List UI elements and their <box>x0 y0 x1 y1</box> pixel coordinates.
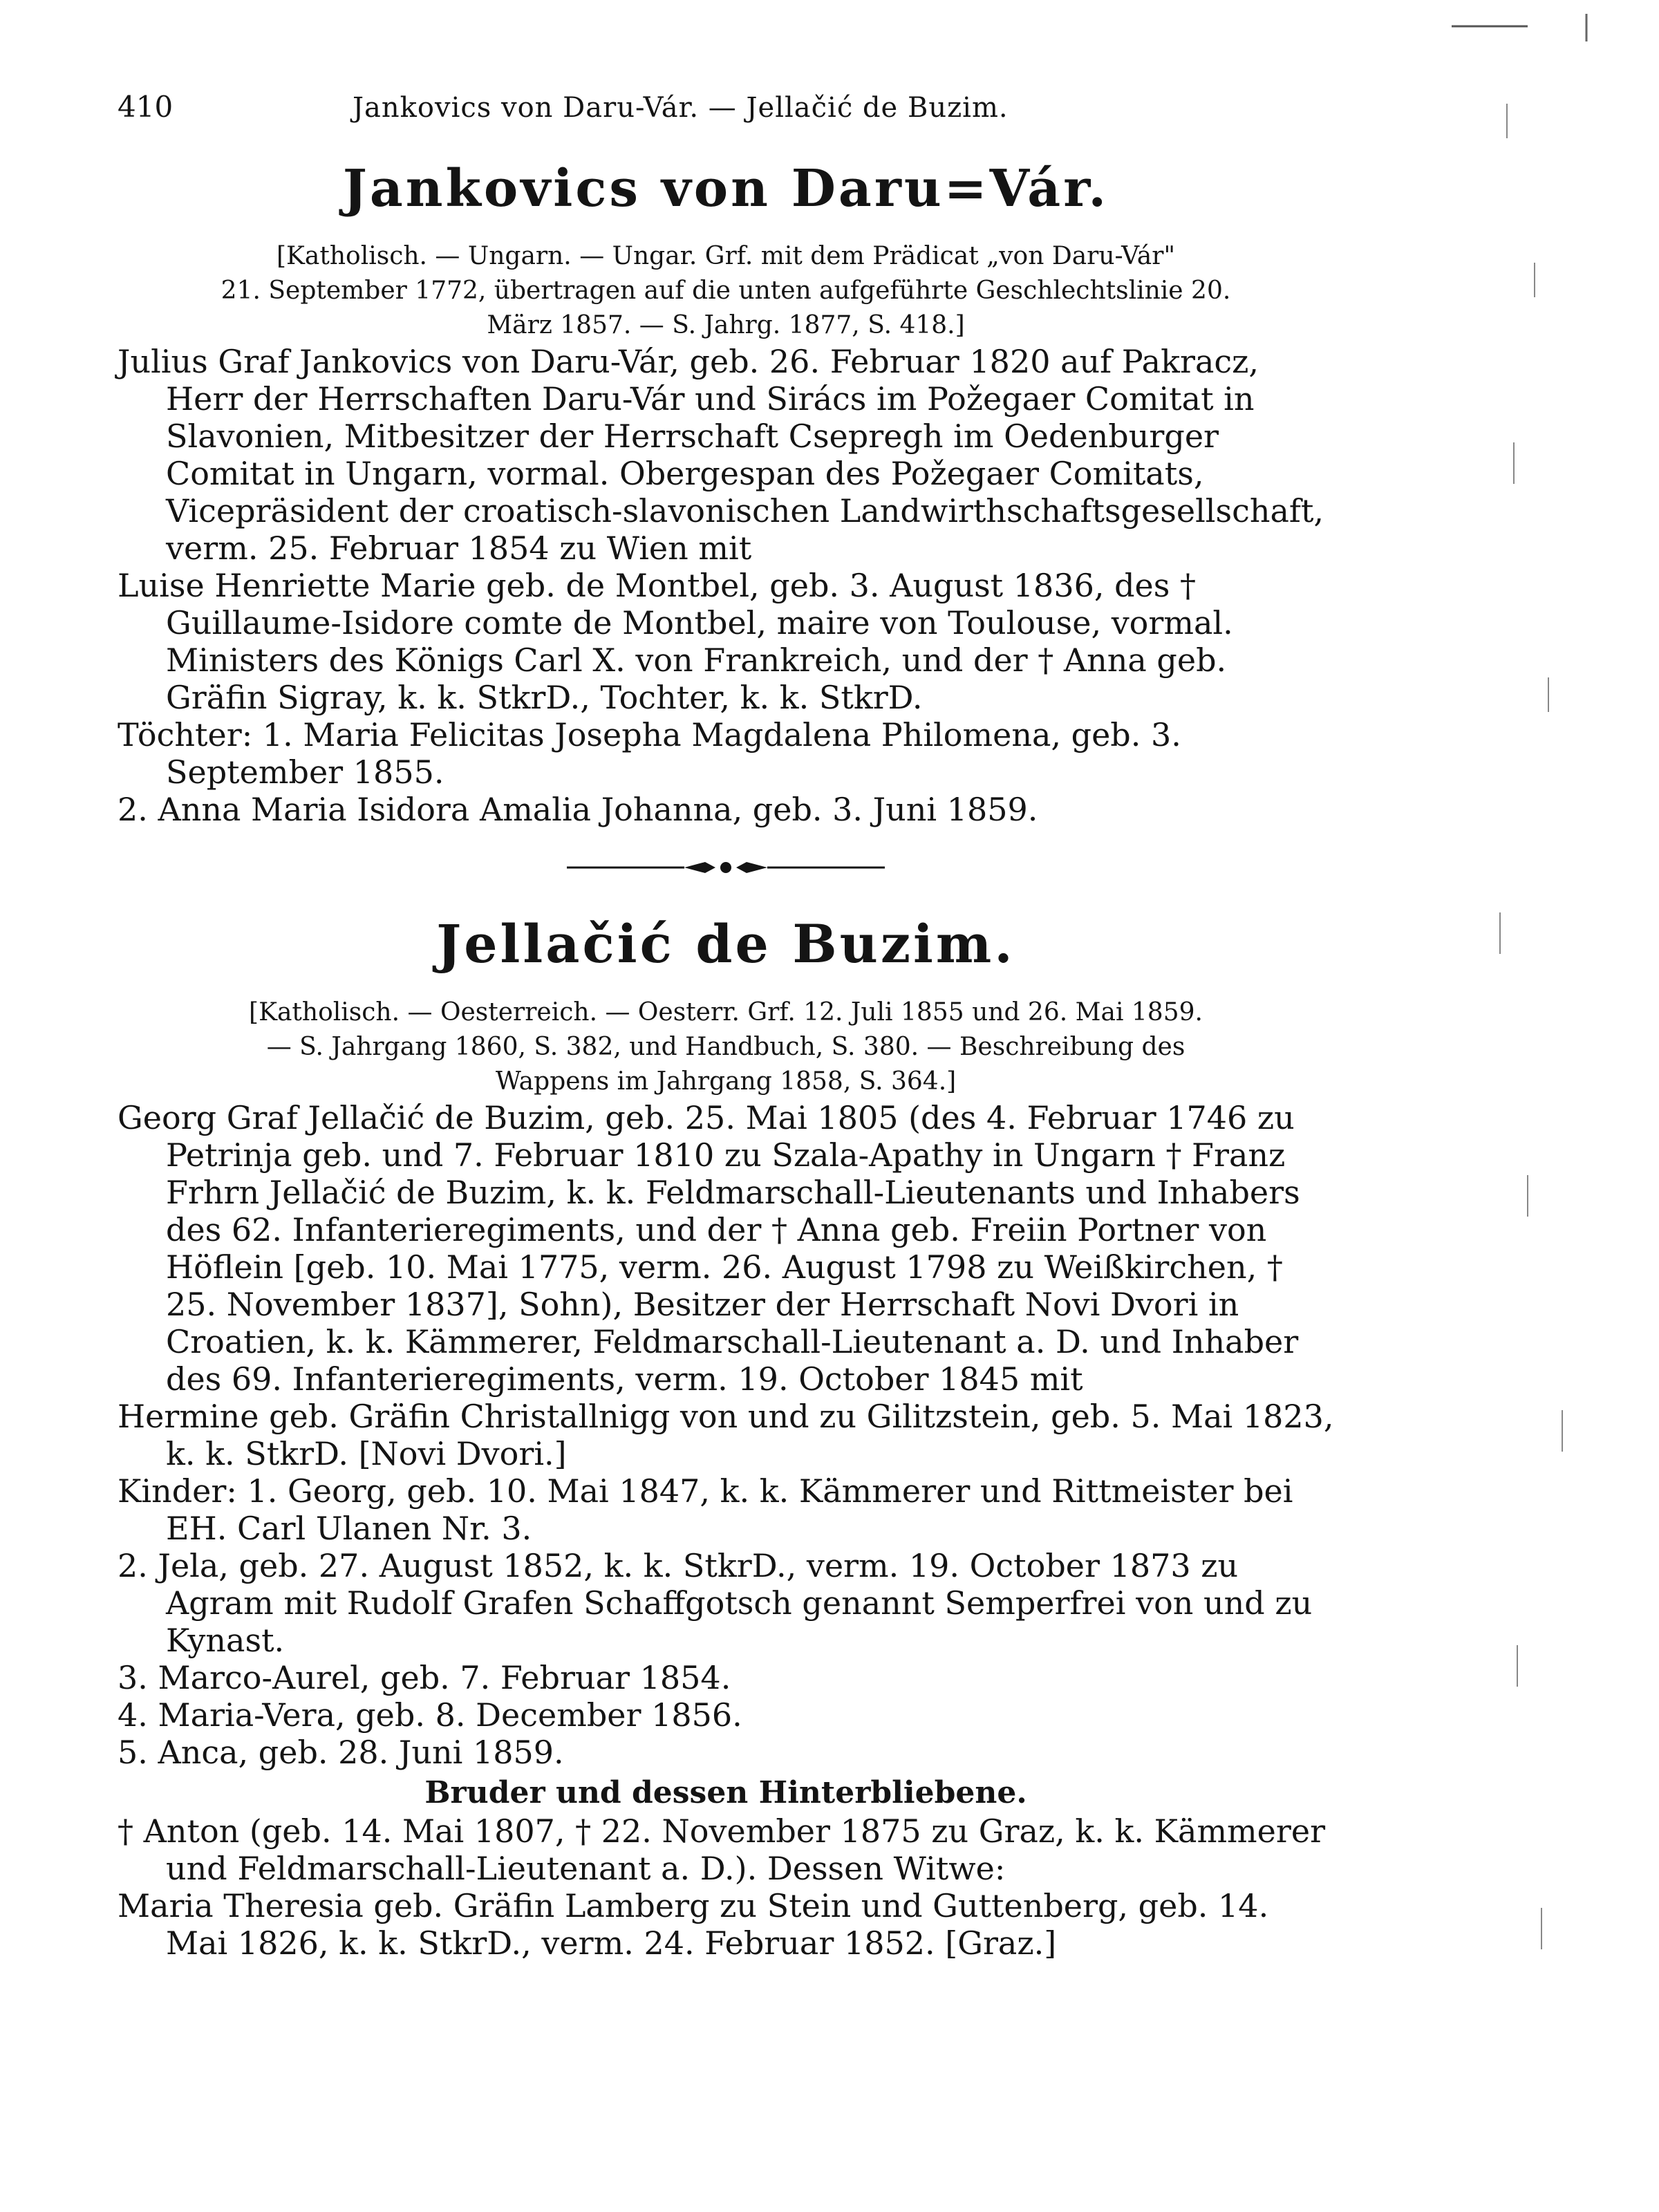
meta-line: — S. Jahrgang 1860, S. 382, und Handbuch, S. 380. — Beschreibung des <box>266 1033 1185 1061</box>
section-jankovics <box>118 159 1334 828</box>
entry-marco-aurel: 3. Marco-Aurel, geb. 7. Februar 1854. <box>118 1659 731 1696</box>
meta-line: Wappens im Jahrgang 1858, S. 364.] <box>495 1067 957 1096</box>
entry-anton: † Anton (geb. 14. Mai 1807, † 22. November 1875 zu Graz, k. k. Kämmerer und Feldmarschall-Lieutenant a. D.). Dessen Witwe: <box>118 1812 1326 1887</box>
entry-georg: Georg Graf Jellačić de Buzim, geb. 25. Mai 1805 (des 4. Februar 1746 zu Petrinja geb. und 7. Februar 1810 zu Szala-Apathy in Ungarn † Franz Frhrn Jellačić de Buzim, k. k. Feldmarschall-Lieutenants und Inhabers des 62. Infanterieregiments, und der † Anna geb. Freiin Portner von Höflein [geb. 10. Mai 1775, verm. 26. August 1798 zu Weißkirchen, † 25. November 1837], Sohn), Besitzer der Herrschaft Novi Dvori in Croatien, k. k. Kämmerer, Feldmarschall-Lieutenant a. D. und Inhaber des 69. Infanterieregiments, verm. 19. October 1845 mit <box>118 1099 1300 1398</box>
section-divider-ornament <box>118 859 1334 879</box>
running-head: Jankovics von Daru-Vár. — Jellačić de Buzim. <box>353 92 1009 124</box>
margin-scan-noise <box>1452 0 1659 2212</box>
meta-line: März 1857. — S. Jahrg. 1877, S. 418.] <box>487 311 965 339</box>
section-meta-jankovics <box>118 239 1334 343</box>
page-number: 410 <box>118 90 174 124</box>
section-jellacic <box>118 913 1334 1962</box>
entry-julius: Julius Graf Jankovics von Daru-Vár, geb. 26. Februar 1820 auf Pakracz, Herr der Herrschaften Daru-Vár und Sirács im Požegaer Comitat in Slavonien, Mitbesitzer der Herrschaft Csepregh im Oedenburger Comitat in Ungarn, vormal. Obergespan des Požegaer Comitats, Vicepräsident der croatisch-slavonischen Landwirthschaftsgesellschaft, verm. 25. Februar 1854 zu Wien mit <box>118 343 1324 567</box>
section-title-jellacic: Jellačić de Buzim. <box>436 913 1015 975</box>
page-header <box>118 90 1334 138</box>
section-meta-jellacic <box>118 995 1334 1099</box>
entry-maria-vera: 4. Maria-Vera, geb. 8. December 1856. <box>118 1696 742 1734</box>
entry-anna: 2. Anna Maria Isidora Amalia Johanna, geb. 3. Juni 1859. <box>118 791 1038 828</box>
entry-toechter: Töchter: 1. Maria Felicitas Josepha Magdalena Philomena, geb. 3. September 1855. <box>118 716 1181 791</box>
entry-luise: Luise Henriette Marie geb. de Montbel, geb. 3. August 1836, des † Guillaume-Isidore comte de Montbel, maire von Toulouse, vormal. Ministers des Königs Carl X. von Frankreich, und der † Anna geb. Gräfin Sigray, k. k. StkrD., Tochter, k. k. StkrD. <box>118 567 1233 716</box>
section-title-jankovics: Jankovics von Daru=Vár. <box>342 159 1109 218</box>
meta-line: 21. September 1772, übertragen auf die unten aufgeführte Geschlechtslinie 20. <box>221 276 1231 305</box>
meta-line: [Katholisch. — Ungarn. — Ungar. Grf. mit dem Prädicat „von Daru-Vár" <box>276 242 1176 270</box>
entry-jela: 2. Jela, geb. 27. August 1852, k. k. StkrD., verm. 19. October 1873 zu Agram mit Rudolf Grafen Schaffgotsch genannt Semperfrei von und zu Kynast. <box>118 1547 1313 1659</box>
entry-anca: 5. Anca, geb. 28. Juni 1859. <box>118 1734 564 1771</box>
subhead-bruder: Bruder und dessen Hinterbliebene. <box>424 1775 1027 1810</box>
entry-kinder: Kinder: 1. Georg, geb. 10. Mai 1847, k. k. Kämmerer und Rittmeister bei EH. Carl Ulanen Nr. 3. <box>118 1472 1293 1547</box>
divider-ornament-icon <box>567 859 885 876</box>
entry-maria-theresia: Maria Theresia geb. Gräfin Lamberg zu Stein und Guttenberg, geb. 14. Mai 1826, k. k. StkrD., verm. 24. Februar 1852. [Graz.] <box>118 1887 1269 1962</box>
meta-line: [Katholisch. — Oesterreich. — Oesterr. Grf. 12. Juli 1855 und 26. Mai 1859. <box>249 998 1203 1027</box>
entry-hermine: Hermine geb. Gräfin Christallnigg von und zu Gilitzstein, geb. 5. Mai 1823, k. k. StkrD. [Novi Dvori.] <box>118 1398 1334 1472</box>
page <box>118 90 1334 1962</box>
